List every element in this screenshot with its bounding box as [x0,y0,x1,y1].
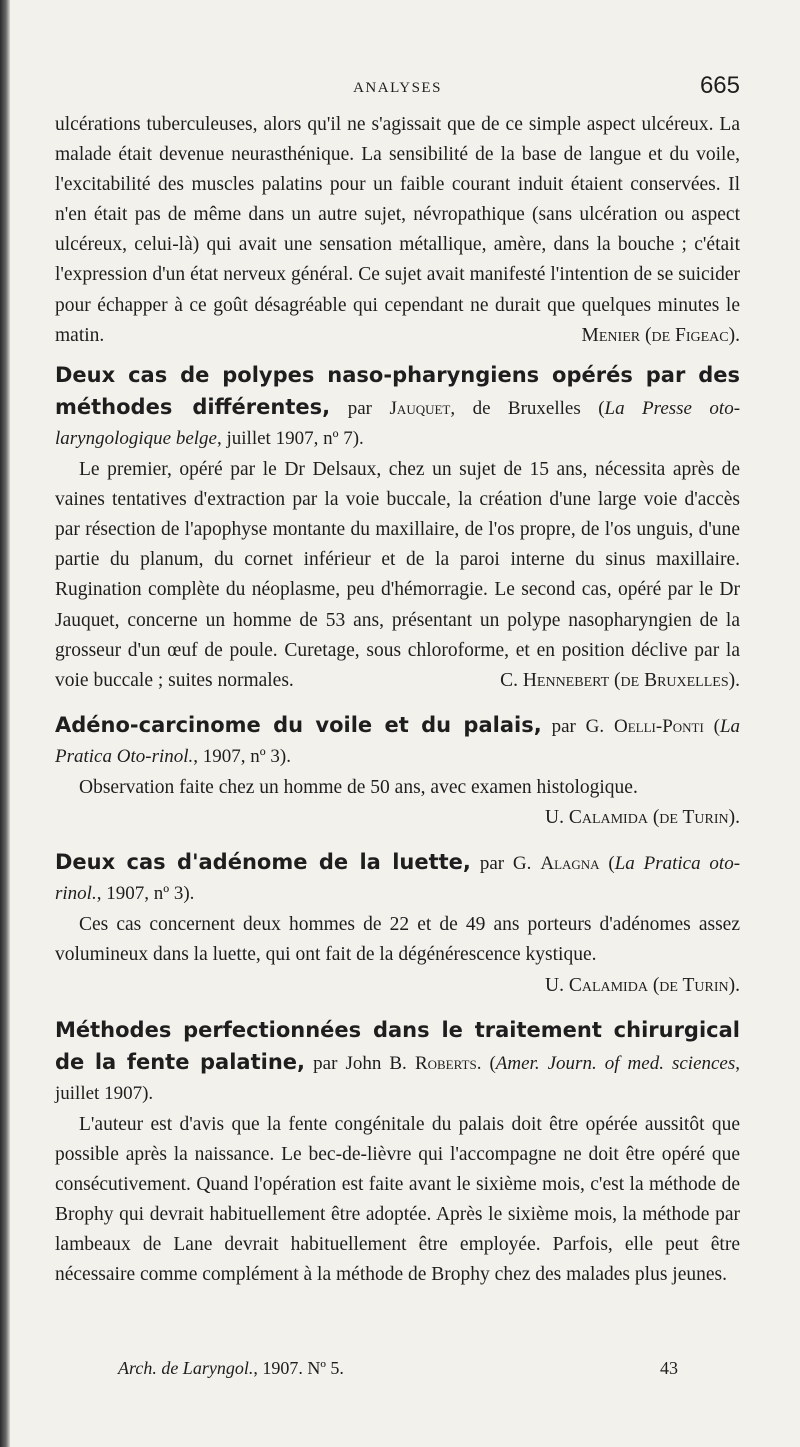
author-suffix: , de Bruxelles ( [450,397,605,419]
byline-prefix: par John B. [313,1052,407,1074]
article-body-text: Observation faite chez un homme de 50 ans, avec examen histologique. [79,776,638,798]
author-suffix: ( [599,853,615,875]
source-title: La Pratica Oto-rinol. [55,715,741,767]
author-suffix: . ( [476,1052,496,1074]
article-heading [55,1015,740,1109]
source-suffix: , juillet 1907, nº 7). [217,427,364,449]
continuation-signature: Menier (de Figeac). [581,324,740,346]
page [55,70,740,1290]
article-heading [55,710,740,772]
article-signature: U. Calamida (de Turin). [545,974,740,996]
byline-prefix: par [347,397,372,419]
article-body [55,1110,740,1291]
article-1 [55,360,740,696]
article-title: Adéno-carcinome du voile et du palais, [55,712,542,737]
author-suffix: ( [703,715,720,737]
article-3 [55,847,740,1000]
footer-issue: , 1907. Nº 5. [253,1358,344,1378]
source-suffix: , juillet 1907). [55,1052,741,1104]
author-name: Roberts [414,1052,477,1074]
article-signature: C. Hennebert (de Bruxelles). [500,669,740,691]
article-title: Méthodes perfectionnées dans le traitement chirurgical de la fente palatine, [55,1017,740,1074]
article-4 [55,1015,740,1291]
page-gutter-shadow [0,0,10,1447]
article-body-text: Le premier, opéré par le Dr Delsaux, chez un sujet de 15 ans, nécessita après de vaines tentatives d'extraction par la voie buccale, la création d'une large voie d'accès par résection de l'apophyse montante du maxillaire, de l'os propre, de l'os unguis, d'une partie du planum, du cornet inférieur et de la paroi interne du sinus maxillaire. Rugination complète du néoplasme, peu d'hémorragie. Le second cas, opéré par le Dr Jauquet, concerne un homme de 53 ans, présentant un polype nasopharyngien de la grosseur d'un œuf de poule. Curetage, sous chloroforme, et en position déclive par la voie buccale ; suites normales. [55,459,740,691]
article-body-text: L'auteur est d'avis que la fente congénitale du palais doit être opérée aussitôt que possible après la naissance. Le bec-de-lièvre qui l'accompagne ne doit être opéré que consécutivement. Quand l'opération est faite avant le sixième mois, c'est la méthode de Brophy qui devrait habituellement être adoptée. Après le sixième mois, la méthode par lambeaux de Lane devrait habituellement être employée. Parfois, elle peut être nécessaire comme complément à la méthode de Brophy chez des malades plus jeunes. [55,1113,740,1286]
running-title: ANALYSES [353,80,442,96]
article-heading [55,360,740,454]
byline-prefix: par G. [551,715,605,737]
article-body [55,455,740,696]
article-title: Deux cas d'adénome de la luette, [55,850,471,875]
author-name: Alagna [540,853,600,875]
author-name: Oelli-Ponti [614,715,704,737]
source-title: La Pratica oto-rinol. [55,853,741,905]
article-2 [55,710,740,833]
byline-prefix: par G. [479,853,532,875]
footer-signature-mark: 43 [660,1358,678,1378]
continuation-paragraph [55,110,740,351]
source-title: Amer. Journ. of med. sciences [495,1052,736,1074]
footer-journal: Arch. de Laryngol. [118,1358,254,1378]
article-heading [55,847,740,909]
continuation-text: ulcérations tuberculeuses, alors qu'il ne s'agissait que de ce simple aspect ulcéreux. La malade était devenue neurasthénique. La sensibilité de la base de langue et du voile, l'excitabilité des muscles palatins pour un faible courant induit étaient conservées. Il n'en était pas de même dans un autre sujet, névropathique (sans ulcération ou aspect ulcéreux, celui-là) qui avait une sensation métallique, amère, dans la bouche ; c'était l'expression d'un état nerveux général. Ce sujet avait manifesté l'intention de se suicider pour échapper à ce goût désagréable qui cependant ne durait que quelques minutes le matin. [55,114,740,346]
source-suffix: , 1907, nº 3). [96,883,195,905]
article-body-text: Ces cas concernent deux hommes de 22 et de 49 ans porteurs d'adénomes assez volumineux dans la luette, qui ont fait de la dégénérescence kystique. [55,914,740,966]
article-signature: U. Calamida (de Turin). [545,807,740,829]
article-body [55,773,740,829]
source-title: La Presse oto-laryngologique belge [55,397,741,449]
running-head [55,70,740,110]
page-footer [118,1358,678,1379]
source-suffix: , 1907, nº 3). [193,745,291,767]
article-body [55,910,740,996]
article-title: Deux cas de polypes naso-pharyngiens opérés par des méthodes différentes, [55,362,740,419]
author-name: Jauquet [389,397,451,419]
page-number: 665 [699,72,740,99]
